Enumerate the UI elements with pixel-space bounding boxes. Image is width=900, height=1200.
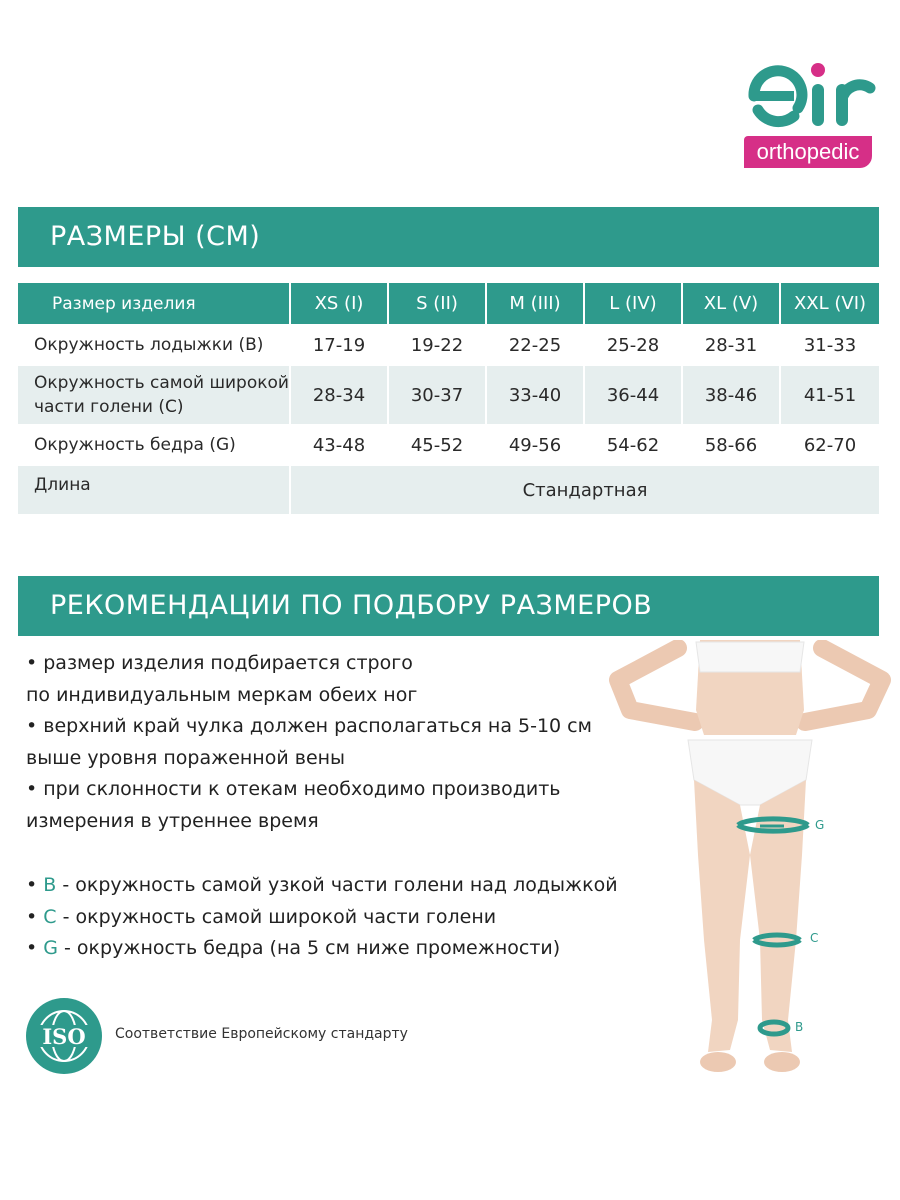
marker-label-c: C — [810, 931, 819, 945]
sizes-section-title: РАЗМЕРЫ (СМ) — [50, 221, 261, 252]
table-cell: 25-28 — [584, 324, 682, 366]
legend-text: - окружность бедра (на 5 см ниже промежности) — [57, 937, 561, 959]
size-col-header: M (III) — [486, 283, 584, 324]
size-col-header: S (II) — [388, 283, 486, 324]
legs-figure-illustration — [600, 640, 900, 1090]
table-cell: 49-56 — [486, 424, 584, 466]
table-cell: 19-22 — [388, 324, 486, 366]
table-cell: 43-48 — [290, 424, 388, 466]
table-cell: 17-19 — [290, 324, 388, 366]
rec-line: • верхний край чулка должен располагаться на 5-10 см — [26, 715, 592, 737]
rec-line: выше уровня пораженной вены — [26, 746, 346, 769]
table-cell: 54-62 — [584, 424, 682, 466]
size-table-header — [18, 283, 879, 324]
legend-item-c — [26, 902, 646, 934]
table-cell: 38-46 — [682, 366, 780, 424]
table-cell: 62-70 — [780, 424, 879, 466]
bullet: • — [26, 937, 44, 959]
legend-item-b — [26, 870, 646, 902]
marker-label-g: G — [815, 818, 825, 832]
measurement-legend — [26, 870, 646, 965]
row-label: Длина — [18, 466, 290, 514]
table-row-calf — [18, 366, 879, 424]
brand-logo — [740, 60, 878, 172]
legend-text: - окружность самой узкой части голени над лодыжкой — [56, 874, 618, 896]
sizes-section-header — [18, 207, 879, 267]
table-cell: 28-31 — [682, 324, 780, 366]
bullet: • — [26, 905, 44, 928]
row-label: Окружность бедра (G) — [34, 435, 236, 455]
rec-line: • при склонности к отекам необходимо производить — [26, 778, 561, 800]
table-cell: 58-66 — [682, 424, 780, 466]
row-label: Окружность самой широкой части голени (C) — [18, 366, 290, 424]
bullet: • — [26, 874, 44, 896]
table-cell: 31-33 — [780, 324, 879, 366]
iso-caption: Соответствие Европейскому стандарту — [115, 1026, 408, 1042]
marker-label-b: B — [795, 1020, 804, 1034]
table-cell: 36-44 — [584, 366, 682, 424]
size-col-header: XXL (VI) — [780, 283, 879, 324]
rec-line: измерения в утреннее время — [26, 809, 319, 832]
iso-badge-text: ISO — [42, 1024, 86, 1049]
size-col-header: XS (I) — [290, 283, 388, 324]
header-label: Размер изделия — [18, 283, 290, 324]
table-row-length — [18, 466, 879, 514]
table-row-ankle — [18, 324, 879, 366]
iso-badge-icon — [25, 997, 103, 1075]
rec-line: по индивидуальным меркам обеих ног — [26, 683, 418, 706]
size-table — [18, 283, 879, 514]
recs-section-header — [18, 576, 879, 636]
row-label: Окружность лодыжки (B) — [34, 335, 264, 355]
legend-text: - окружность самой широкой части голени — [56, 905, 497, 928]
eir-logo-letters — [744, 60, 876, 130]
length-value: Стандартная — [290, 466, 879, 514]
legend-item-g — [26, 933, 646, 965]
table-cell: 30-37 — [388, 366, 486, 424]
legend-letter: B — [43, 874, 57, 896]
size-col-header: L (IV) — [584, 283, 682, 324]
legend-letter: G — [43, 937, 58, 959]
recs-section-title: РЕКОМЕНДАЦИИ ПО ПОДБОРУ РАЗМЕРОВ — [50, 590, 653, 621]
table-cell: 28-34 — [290, 366, 388, 424]
size-col-header: XL (V) — [682, 283, 780, 324]
table-cell: 22-25 — [486, 324, 584, 366]
table-cell: 33-40 — [486, 366, 584, 424]
table-cell: 41-51 — [780, 366, 879, 424]
recommendations-list — [26, 648, 626, 837]
legend-letter: C — [43, 905, 57, 928]
rec-line: • размер изделия подбирается строго — [26, 652, 413, 674]
table-cell: 45-52 — [388, 424, 486, 466]
logo-subtitle: orthopedic — [744, 136, 872, 168]
table-row-thigh — [18, 424, 879, 466]
